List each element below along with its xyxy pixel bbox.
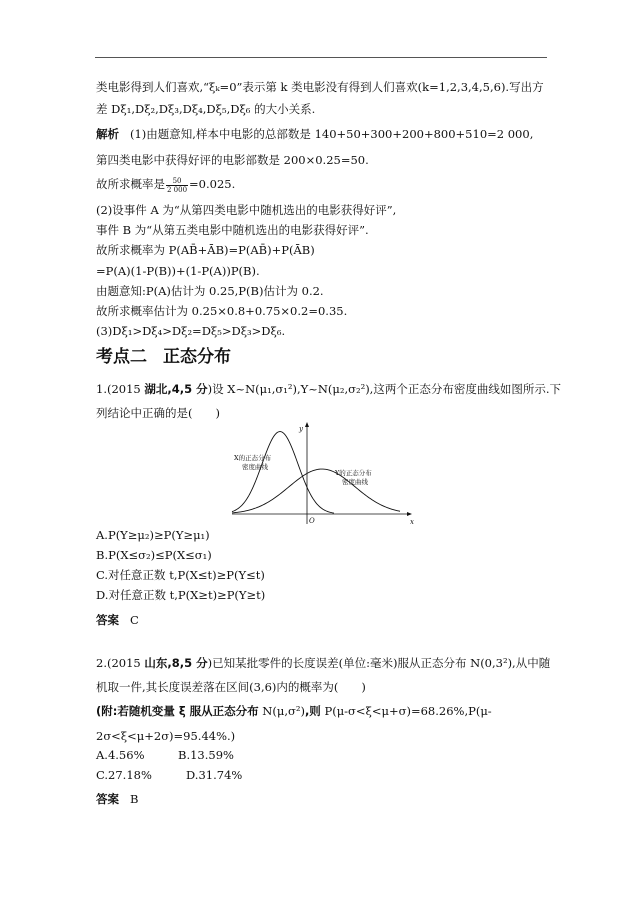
option-c: C.27.18% bbox=[96, 768, 152, 782]
text-line: (1)由题意知,样本中电影的总部数是 140+50+300+200+800+510=2 000, bbox=[129, 127, 534, 141]
hint-bold: (附:若随机变量 ξ 服从正态分布 bbox=[96, 704, 259, 718]
fraction-denominator: 2 000 bbox=[167, 185, 188, 194]
header-rule bbox=[95, 57, 547, 58]
heading-part: 考点二 bbox=[96, 347, 147, 367]
heading-part: 正态分布 bbox=[163, 347, 231, 367]
option-b: B.P(X≤σ₂)≤P(X≤σ₁) bbox=[96, 548, 212, 562]
answer-line bbox=[96, 612, 139, 628]
q1-text: )设 X~N(μ₁,σ₁²),Y~N(μ₂,σ₂²),这两个正态分布密度曲线如图所示.下 bbox=[207, 382, 561, 396]
text-line: 故所求概率为 P(AB̄+ĀB)=P(AB̄)+P(ĀB) bbox=[96, 243, 315, 257]
text-fragment: 故所求概率是 bbox=[96, 177, 165, 191]
q2-options-row bbox=[96, 767, 242, 783]
text-line: 事件 B 为“从第五类电影中随机选出的电影获得好评”. bbox=[96, 223, 369, 237]
q2-options-row bbox=[96, 747, 234, 763]
q2-source: 2.(2015 bbox=[96, 656, 145, 670]
normal-density-figure bbox=[228, 422, 418, 532]
probability-line bbox=[96, 176, 235, 194]
text-line: =P(A)(1-P(B))+(1-P(A))P(B). bbox=[96, 264, 260, 278]
origin-label: O bbox=[309, 517, 315, 525]
x-axis-arrow bbox=[407, 512, 412, 516]
solution-line bbox=[96, 126, 533, 142]
text-line: 2σ<ξ<μ+2σ)=95.44%.) bbox=[96, 729, 236, 743]
hint-line bbox=[96, 703, 492, 719]
option-b: B.13.59% bbox=[178, 748, 234, 762]
text-line: 机取一件,其长度误差落在区间(3,6)内的概率为( ) bbox=[96, 680, 366, 694]
text-line: 第四类电影中获得好评的电影部数是 200×0.25=50. bbox=[96, 153, 369, 167]
q2-source-bold: 山东 bbox=[144, 656, 168, 670]
q1-source-bold: ,4,5 分 bbox=[167, 382, 208, 396]
y-axis-arrow bbox=[305, 422, 309, 427]
text-line: 故所求概率估计为 0.25×0.8+0.75×0.2=0.35. bbox=[96, 304, 348, 318]
option-c: C.对任意正数 t,P(X≤t)≥P(Y≤t) bbox=[96, 568, 265, 582]
option-d: D.对任意正数 t,P(X≥t)≥P(Y≥t) bbox=[96, 588, 266, 602]
option-d: D.31.74% bbox=[186, 768, 243, 782]
text-line: 列结论中正确的是( ) bbox=[96, 406, 220, 420]
hint-bold: ,则 bbox=[304, 704, 321, 718]
x-axis-label: x bbox=[410, 518, 414, 526]
answer-value: C bbox=[129, 613, 139, 627]
x-density-curve bbox=[232, 432, 334, 514]
y-curve-label: Y的正态分布 bbox=[335, 469, 372, 477]
text-line: 由题意知:P(A)估计为 0.25,P(B)估计为 0.2. bbox=[96, 284, 324, 298]
text-line: 差 Dξ₁,Dξ₂,Dξ₃,Dξ₄,Dξ₅,Dξ₆ 的大小关系. bbox=[96, 102, 316, 116]
fraction bbox=[166, 177, 188, 194]
q1-source: 1.(2015 bbox=[96, 382, 145, 396]
y-curve-label: 密度曲线 bbox=[342, 478, 368, 486]
answer-line bbox=[96, 791, 138, 807]
answer-label: 答案 bbox=[96, 613, 119, 627]
q2-text: )已知某批零件的长度误差(单位:毫米)服从正态分布 N(0,3²),从中随 bbox=[207, 656, 551, 670]
solution-label: 解析 bbox=[96, 127, 119, 141]
x-curve-label: X的正态分布 bbox=[234, 454, 272, 462]
fraction-numerator: 50 bbox=[166, 177, 188, 186]
q1-source-bold: 湖北 bbox=[144, 382, 168, 396]
section-heading bbox=[96, 342, 231, 367]
q2-source-bold: ,8,5 分 bbox=[167, 656, 208, 670]
option-a: A.4.56% bbox=[96, 748, 145, 762]
answer-label: 答案 bbox=[96, 792, 119, 806]
text-line: (3)Dξ₁>Dξ₄>Dξ₂=Dξ₅>Dξ₃>Dξ₆. bbox=[96, 324, 286, 338]
hint-text: P(μ-σ<ξ<μ+σ)=68.26%,P(μ- bbox=[320, 704, 492, 718]
y-axis-label: y bbox=[299, 425, 303, 433]
text-line: (2)设事件 A 为“从第四类电影中随机选出的电影获得好评”, bbox=[96, 203, 397, 217]
question-1-line bbox=[96, 381, 561, 397]
x-curve-label: 密度曲线 bbox=[242, 463, 268, 471]
question-2-line bbox=[96, 655, 550, 671]
hint-text: N(μ,σ²) bbox=[258, 704, 305, 718]
answer-value: B bbox=[129, 792, 139, 806]
option-a: A.P(Y≥μ₂)≥P(Y≥μ₁) bbox=[96, 528, 210, 542]
text-fragment: =0.025. bbox=[189, 177, 236, 191]
y-density-curve bbox=[232, 469, 400, 513]
text-line: 类电影得到人们喜欢,“ξₖ=0”表示第 k 类电影没有得到人们喜欢(k=1,2,3,4,5,6).写出方 bbox=[96, 80, 544, 94]
